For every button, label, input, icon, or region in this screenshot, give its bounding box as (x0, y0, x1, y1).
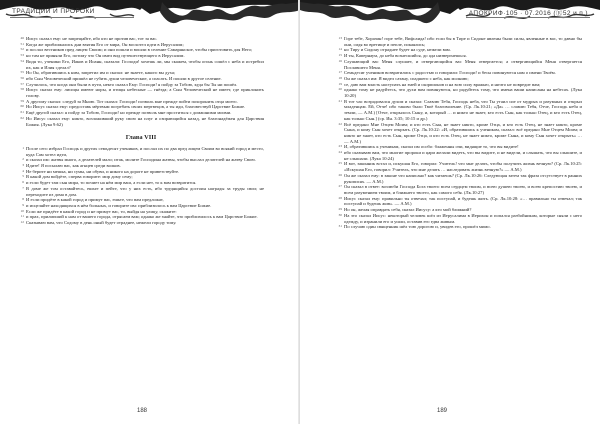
verse-text: Идите! Я посылаю вас, как агнцев среди волков. (26, 163, 121, 169)
verse-number: 58 (20, 87, 24, 92)
verse (18, 87, 264, 98)
header-rule (466, 17, 590, 18)
running-header: ТРАДИЦИИ И ПРОРОКИ (12, 8, 95, 15)
verse-number: 9 (22, 202, 24, 207)
verse-text: И, обратившись к ученикам, сказал им особо: блаженны очи, видящие то, что вы видите! (344, 144, 519, 150)
verse-text: Видя то, ученики Его, Иаков и Иоанн, сказали: Господи! хочешь ли, мы скажем, чтобы огонь сошёл с неба и истребил их, как и Илия сделал? (26, 58, 264, 70)
verse (336, 161, 582, 172)
verse (336, 213, 582, 224)
verse-list-bottom (18, 146, 264, 226)
running-header: АПОКРИФ·105 · 07.2016 (Ⓡ52 и.п.) (468, 10, 588, 17)
verse-number: 7 (22, 185, 24, 190)
verse-text: Он же сказал им: Я видел сатану, спадшего с неба, как молнию; (344, 75, 469, 81)
verse-text: И вот, законник встал и, искушая Его, говорил: Учитель! что мне делать, чтобы получить жизнь вечную? (Ср. Лк.10:25: «Искушая Его, говорил: Учитель, что мне делать … наследовать жизнь вечную?» — А.М.) (344, 161, 582, 173)
verse-text: Но он, желая оправдать себя, сказал Иисусу: а кто мой ближний? (344, 207, 472, 213)
verse-number: 4 (22, 168, 24, 173)
verse-number: 46 (20, 36, 24, 40)
verse-text: ибо сказываю вам, что многие пророки и цари желали видеть, что вы видите, и не видели, и слышать, что вы слышите, и не слышали. (Лука 10:24) (344, 150, 582, 161)
verse-text: Всё предано Мне Отцем Моим; и кто есть Сын, не знает никто, кроме Отца, и кто есть Отец, не знает никто, кроме Сына, и кому Сын хочет открыть. (Ср. Лк.10:22: «И, обратившись к ученикам, сказал: всё предано Мне Отцем Моим; и никто не знает, кто есть Сын, кроме Отца, и кто есть Отец, не знает никто, кроме Сына, и кому Сын хочет открыть» … — А.М.) (344, 121, 582, 144)
header-rule (10, 17, 134, 18)
left-body-text (18, 36, 264, 226)
verse-text: Но Иисус сказал ему: предоставь мёртвым погребать своих мертвецов, а ты иди, благовествуй Царствие Божие. (26, 104, 246, 110)
verse-text: Слушающий вас Меня слушает, и отвергающийся вас Меня отвергается; а отвергающийся Меня отвергается Пославшего Меня. (344, 58, 582, 70)
verse-number: 2 (22, 157, 24, 162)
verse-text: Если же придёте в какой город и не примут вас, то, выйдя на улицу, скажите: (26, 208, 177, 214)
verse-number: 57 (20, 81, 24, 86)
verse-text: И если придёте в какой город и примут вас, ешьте, что вам предложат, (26, 197, 164, 203)
verse-number: 17 (338, 70, 342, 75)
verse-number: 18 (338, 75, 342, 80)
verse-text: Иисус сказал ему: правильно ты отвечал; так поступай, и будешь жить. (Ср. Лк.10:28: «… правильно ты отвечал; так поступай и будешь жив». — А.М.) (344, 195, 582, 207)
verse-number: 5 (22, 174, 24, 179)
verse (336, 173, 582, 184)
verse-number: 29 (338, 207, 342, 212)
page-number-left: 188 (137, 408, 148, 414)
right-page (300, 0, 600, 424)
verse (18, 220, 264, 226)
verse-number: 16 (338, 58, 342, 63)
verse-number: 19 (338, 81, 342, 86)
verse-text: однако тому не радуйтесь, что духи вам повинуются, но радуйтесь тому, что имена ваши написаны на небесах. (Лука 10:20) (344, 87, 582, 99)
verse-number: 51 (20, 41, 24, 46)
verse (336, 224, 582, 230)
verse-text: Горе тебе, Хоразин! горе тебе, Вифсаида! ибо если бы в Тире и Сидоне явлены были силы, явленные в вас, то давно бы они, сидя во вретище и пепле, покаялись; (344, 36, 582, 47)
verse-number: 27 (338, 184, 342, 189)
verse-text: се, даю вам власть наступать на змей и скорпионов и на всю силу вражью, и ничто не повредит вам; (344, 81, 541, 87)
verse-text: Иисус сказал ему: лисицы имеют норы, и птицы небесные — гнёзда; а Сын Человеческий не имеет, где приклонить голову. (26, 87, 264, 99)
verse-number: 60 (20, 104, 24, 109)
verse-number: 24 (338, 150, 342, 155)
verse-number: 54 (20, 58, 24, 63)
verse-number: 22 (338, 121, 342, 126)
verse-text: Он же сказал ему: в законе что написано? как читаешь? (Ср. Лк.10:26: Следующая затем так фраза отсутствует в ранних рукописях. — А.М.) (344, 172, 582, 184)
verse (336, 196, 582, 207)
verse-number: 3 (22, 163, 24, 168)
verse-text: После сего избрал Господь и других семьдесят учеников, и послал их по два пред лицем Своим во всякий город и место, куда Сам хотел идти, (26, 145, 264, 157)
verse-text: и сказал им: жатвы много, а делателей мало; итак, молите Господина жатвы, чтобы выслал делателей на жатву Свою. (26, 157, 256, 163)
verse-list-top (18, 36, 264, 127)
verse-number: 15 (338, 53, 342, 58)
verse-number: 10 (20, 208, 24, 213)
verse (336, 150, 582, 161)
verse-text: На это сказал Иисус: некоторый человек шёл из Иерусалима в Иерихон и попался разбойникам, которые сняли с него одежду, и изранили его и ушли, оставив его едва живым. (344, 212, 582, 224)
verse-text: и послал вестников пред лицем Своим; и они пошли и вошли в селение Самарянское, чтобы приготовить для Него; (26, 47, 253, 53)
verse-text: Он сказал в ответ: возлюби Господа Бога твоего всем сердцем твоим, и всею душею твоею, и всею крепостию твоею, и всем разумением твоим, и ближнего твоего, как самого себя. (Лк.10:27) (344, 184, 582, 195)
chapter-title: Глава VIII (125, 134, 157, 142)
verse-number: 6 (22, 180, 24, 185)
verse-text: Но Он, обратившись к ним, запретил им и сказал: не знаете, какого вы духа; (26, 70, 176, 76)
right-body-text (336, 36, 582, 230)
verse-text: и прах, прилипший к нам от вашего города, отрясаем вам; однако же знайте, что приблизилось к вам Царствие Божие. (26, 214, 258, 220)
verse-number: 21 (338, 98, 342, 103)
verse-text: Случилось, что когда они были в пути, некто сказал Ему: Господи! я пойду за Тобою, куда бы Ты ни пошёл. (26, 81, 238, 87)
verse-text: В тот час возрадовался духом и сказал: Славлю Тебя, Господь неба, что Ты утаил сие от мудрых и разумных и открыл младенцам. Ей, Отче! ибо таково было Твоё благоволение. (Ср. Лк.10:21; «Да» … славлю Тебя, Отче, Господь неба и земли, — А.М.) [Отче, открылось Сыну, и, который … и никто не знает, кто есть Сын, как только Отец, и кто есть Отец, как только Сын.] (ср. Ин. 3:35; 10:15 и др.) (344, 98, 582, 121)
verse (336, 122, 582, 145)
verse-text: но Тиру и Сидону отраднее будет на суде, нежели вам. (344, 47, 451, 53)
verse (336, 59, 582, 70)
verse-text: В какой дом войдёте, сперва говорите: мир дому сему; (26, 174, 133, 180)
verse-number: 26 (338, 172, 342, 177)
verse-number: 1 (22, 145, 24, 150)
verse (336, 99, 582, 122)
verse-number: 55 (20, 70, 24, 75)
verse (18, 59, 264, 70)
verse-number: 11 (20, 214, 24, 219)
verse-text: но там не приняли Его, потому что Он имел вид путешествующего в Иерусалим. (26, 53, 185, 59)
verse-list-right (336, 36, 582, 230)
verse-number: 20 (338, 87, 342, 92)
verse-number: 53 (20, 53, 24, 58)
verse (336, 184, 582, 195)
verse-number: 62 (20, 115, 24, 120)
verse-number: 61 (20, 110, 24, 115)
verse (18, 146, 264, 157)
verse (336, 36, 582, 47)
verse-number: 13 (338, 36, 342, 40)
verse-number: 8 (22, 197, 24, 202)
verse-text: и если будет там сын мира, то почиет на нём мир ваш, а если нет, то к вам возвратится. (26, 180, 197, 186)
verse-number: 31 (338, 224, 342, 229)
verse-text: Но Иисус сказал ему: никто, возложивший руку свою на плуг и озирающийся назад, не благонадёжен для Царствия Божия. (Лука 9:62) (26, 115, 264, 127)
verse-number: 28 (338, 195, 342, 200)
verse-text: ибо Сын Человеческий пришёл не губить души человеческие, а спасать. И пошли в другое селение. (26, 75, 222, 81)
verse-number: 14 (338, 47, 342, 52)
verse-number: 59 (20, 98, 24, 103)
verse-text: Семьдесят учеников возвратились с радостью и говорили: Господи! и бесы повинуются нам о имени Твоём. (344, 70, 556, 76)
verse (18, 186, 264, 197)
verse-number: 25 (338, 161, 342, 166)
verse-text: А другому сказал: следуй за Мною. Тот сказал: Господи! позволь мне прежде пойти похоронить отца моего. (26, 98, 238, 104)
verse-text: Сказываю вам, что Содому в день оный будет отраднее, нежели городу тому. (26, 220, 177, 226)
verse-number: 30 (338, 212, 342, 217)
verse-text: Не берите ни мешка, ни сумы, ни обуви, и никого на дороге не приветствуйте. (26, 168, 180, 174)
verse-text: Ещё другой сказал: я пойду за Тобою, Господи! но прежде позволь мне проститься с домашними моими. (26, 110, 232, 116)
verse-text: Когда же приближались дни взятия Его от мира, Он восхотел идти в Иерусалим; (26, 41, 184, 47)
verse-number: 23 (338, 144, 342, 149)
verse-number: 52 (20, 47, 24, 52)
verse-text: В доме же том оставайтесь, ешьте и пейте, что у них есть, ибо трудящийся достоин награды за труды свои; не переходите из дома в дом. (26, 185, 264, 197)
verse-text: И ты, Капернаум, до неба вознесшийся, до ада низвергнешься. (344, 53, 467, 59)
page-number-right: 189 (437, 408, 448, 414)
verse-text: и исцеляйте находящихся в нём больных, и говорите им: приблизилось к вам Царствие Божие. (26, 202, 212, 208)
verse-text: По случаю один священник шёл тою дорогою и, увидев его, прошёл мимо. (344, 224, 491, 230)
verse-text: Иисус сказал ему: не запрещайте, ибо кто не против вас, тот за вас. (26, 36, 158, 41)
verse-number: 12 (20, 220, 24, 225)
verse (336, 87, 582, 98)
verse (18, 116, 264, 127)
verse-number: 56 (20, 75, 24, 80)
